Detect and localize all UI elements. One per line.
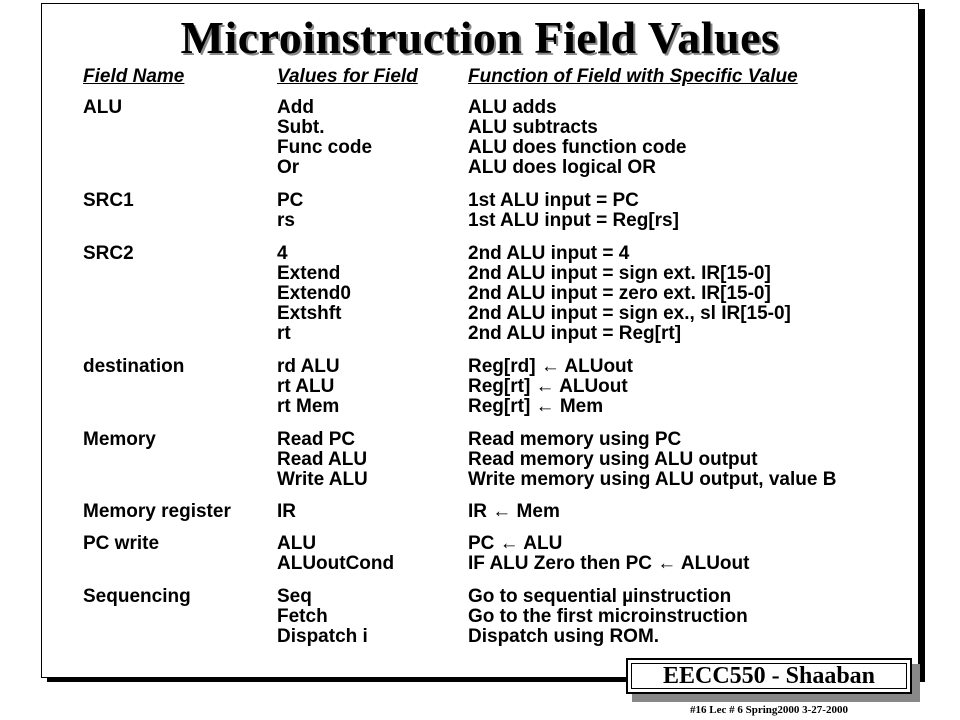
function-cell: Reg[rt] ← Mem (468, 396, 604, 417)
value-cell: Seq (277, 586, 312, 607)
value-cell: ALUoutCond (277, 553, 395, 574)
function-cell: Go to sequential µinstruction (468, 586, 732, 607)
function-cell: ALU does logical OR (468, 157, 656, 178)
value-cell: IR (277, 501, 296, 522)
header-values: Values for Field (277, 66, 418, 87)
field-name-cell: Memory (83, 429, 156, 450)
value-cell: Func code (277, 137, 373, 158)
function-cell: 2nd ALU input = sign ext. IR[15-0] (468, 263, 771, 284)
badge-inner-border (631, 663, 907, 689)
function-cell: Read memory using PC (468, 429, 682, 450)
badge-text: EECC550 - Shaaban (662, 662, 876, 689)
value-cell: Read ALU (277, 449, 368, 470)
function-cell: Go to the first microinstruction (468, 606, 748, 627)
slide-footer: #16 Lec # 6 Spring2000 3-27-2000 (690, 704, 848, 716)
function-cell: Reg[rt] ← ALUout (468, 376, 628, 397)
function-cell: Reg[rd] ← ALUout (468, 356, 633, 377)
value-cell: ALU (277, 533, 317, 554)
value-cell: 4 (277, 243, 288, 264)
value-cell: Read PC (277, 429, 356, 450)
slide-title: Microinstruction Field Values (180, 12, 780, 63)
function-cell: 2nd ALU input = 4 (468, 243, 630, 264)
function-cell: 2nd ALU input = zero ext. IR[15-0] (468, 283, 771, 304)
value-cell: Add (277, 97, 314, 118)
value-cell: rt (277, 323, 291, 344)
function-cell: ALU adds (468, 97, 557, 118)
function-cell: 2nd ALU input = sign ex., sl IR[15-0] (468, 303, 791, 324)
value-cell: Or (277, 157, 300, 178)
field-name-cell: Sequencing (83, 586, 191, 607)
value-cell: rt Mem (277, 396, 340, 417)
value-cell: Extend (277, 263, 341, 284)
field-name-cell: SRC2 (83, 243, 134, 264)
function-cell: ALU subtracts (468, 117, 598, 138)
value-cell: rd ALU (277, 356, 340, 377)
value-cell: Fetch (277, 606, 328, 627)
function-cell: 1st ALU input = Reg[rs] (468, 210, 679, 231)
function-cell: Write memory using ALU output, value B (468, 469, 837, 490)
function-cell: 1st ALU input = PC (468, 190, 639, 211)
function-cell: ALU does function code (468, 137, 687, 158)
function-cell: IR ← Mem (468, 501, 560, 522)
field-name-cell: PC write (83, 533, 160, 554)
function-cell: PC ← ALU (468, 533, 563, 554)
field-name-cell: ALU (83, 97, 123, 118)
value-cell: Extshft (277, 303, 342, 324)
value-cell: PC (277, 190, 304, 211)
value-cell: rt ALU (277, 376, 335, 397)
field-name-cell: destination (83, 356, 185, 377)
field-name-cell: Memory register (83, 501, 231, 522)
function-cell: IF ALU Zero then PC ← ALUout (468, 553, 750, 574)
field-name-cell: SRC1 (83, 190, 134, 211)
value-cell: rs (277, 210, 295, 231)
header-function: Function of Field with Specific Value (468, 66, 798, 87)
value-cell: Subt. (277, 117, 325, 138)
function-cell: Read memory using ALU output (468, 449, 758, 470)
header-field-name: Field Name (83, 66, 185, 87)
value-cell: Write ALU (277, 469, 368, 490)
function-cell: Dispatch using ROM. (468, 626, 660, 647)
value-cell: Dispatch i (277, 626, 368, 647)
course-badge (626, 658, 912, 694)
value-cell: Extend0 (277, 283, 351, 304)
function-cell: 2nd ALU input = Reg[rt] (468, 323, 682, 344)
